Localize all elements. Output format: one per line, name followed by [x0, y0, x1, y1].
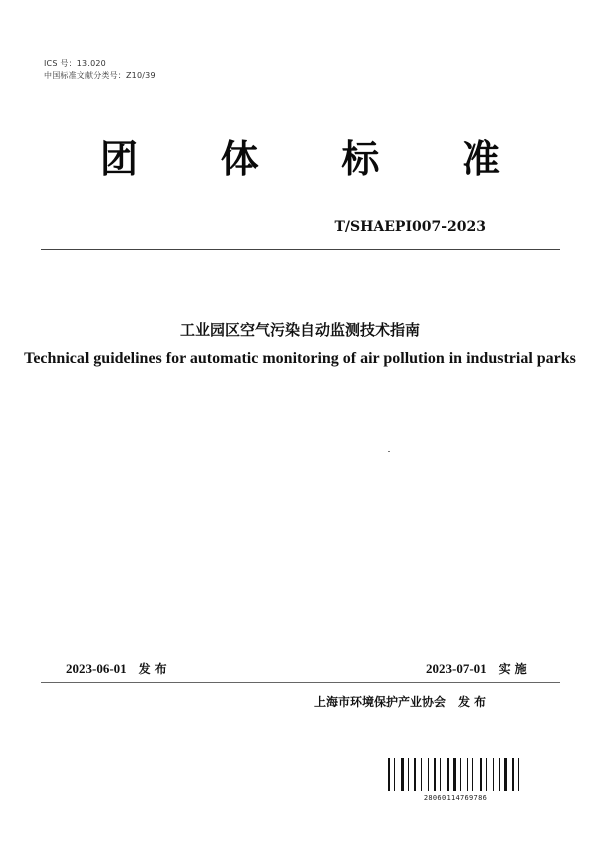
document-type-char: 体	[220, 136, 259, 181]
barcode-bar	[438, 758, 439, 791]
title-english: Technical guidelines for automatic monitoring of air pollution in industrial parks	[24, 350, 576, 367]
barcode-bar	[470, 758, 471, 791]
scan-speck	[388, 451, 390, 452]
issue-date-row	[66, 660, 171, 677]
implement-label: 实施	[498, 662, 531, 676]
barcode-bar	[499, 758, 500, 791]
barcode-bar	[428, 758, 429, 791]
barcode-bar	[388, 758, 390, 791]
barcode	[388, 758, 523, 791]
barcode-bar	[408, 758, 409, 791]
barcode-bar	[495, 758, 497, 791]
barcode-bar	[512, 758, 514, 791]
barcode-bar	[467, 758, 468, 791]
barcode-bar	[489, 758, 491, 791]
barcode-bar	[392, 758, 393, 791]
implement-date-row	[426, 660, 531, 677]
barcode-bar	[421, 758, 422, 791]
barcode-bar	[417, 758, 419, 791]
barcode-bar	[480, 758, 482, 791]
barcode-bar	[458, 758, 459, 791]
standard-number: T/SHAEPI007-2023	[334, 219, 486, 235]
publisher-name: 上海市环境保护产业协会	[314, 695, 447, 709]
issue-label: 发布	[138, 662, 171, 676]
barcode-bar	[518, 758, 519, 791]
document-type-char: 团	[100, 136, 139, 181]
barcode-bar	[431, 758, 432, 791]
barcode-bar	[483, 758, 484, 791]
barcode-number: 28060114769786	[423, 794, 488, 802]
publisher-line	[314, 693, 490, 710]
ccs-code: 中国标准文献分类号：Z10/39	[44, 71, 156, 80]
issue-date: 2023-06-01	[66, 661, 127, 676]
barcode-bar	[509, 758, 510, 791]
barcode-bar	[486, 758, 487, 791]
barcode-bar	[460, 758, 461, 791]
barcode-bar	[424, 758, 427, 791]
document-type-char: 准	[461, 136, 500, 181]
barcode-bar	[411, 758, 412, 791]
barcode-bar	[450, 758, 451, 791]
barcode-bar	[515, 758, 516, 791]
barcode-bar	[472, 758, 473, 791]
bottom-divider	[41, 682, 560, 683]
barcode-bar	[502, 758, 503, 791]
ics-code: ICS 号：13.020	[44, 59, 106, 68]
barcode-bar	[493, 758, 494, 791]
barcode-bar	[453, 758, 456, 791]
barcode-bar	[397, 758, 399, 791]
barcode-bar	[443, 758, 445, 791]
barcode-bar	[440, 758, 441, 791]
barcode-bar	[463, 758, 465, 791]
barcode-bar	[434, 758, 436, 791]
title-chinese: 工业园区空气污染自动监测技术指南	[179, 321, 420, 339]
barcode-bar	[447, 758, 449, 791]
barcode-bar	[475, 758, 478, 791]
publisher-action: 发布	[458, 695, 491, 709]
implement-date: 2023-07-01	[426, 661, 487, 676]
barcode-bar	[414, 758, 416, 791]
barcode-bar	[406, 758, 407, 791]
top-divider	[41, 249, 560, 250]
barcode-bar	[401, 758, 404, 791]
barcode-bar	[504, 758, 507, 791]
barcode-bar	[521, 758, 523, 791]
document-type-char: 标	[341, 136, 380, 181]
barcode-bar	[394, 758, 395, 791]
document-type-title	[100, 128, 500, 182]
